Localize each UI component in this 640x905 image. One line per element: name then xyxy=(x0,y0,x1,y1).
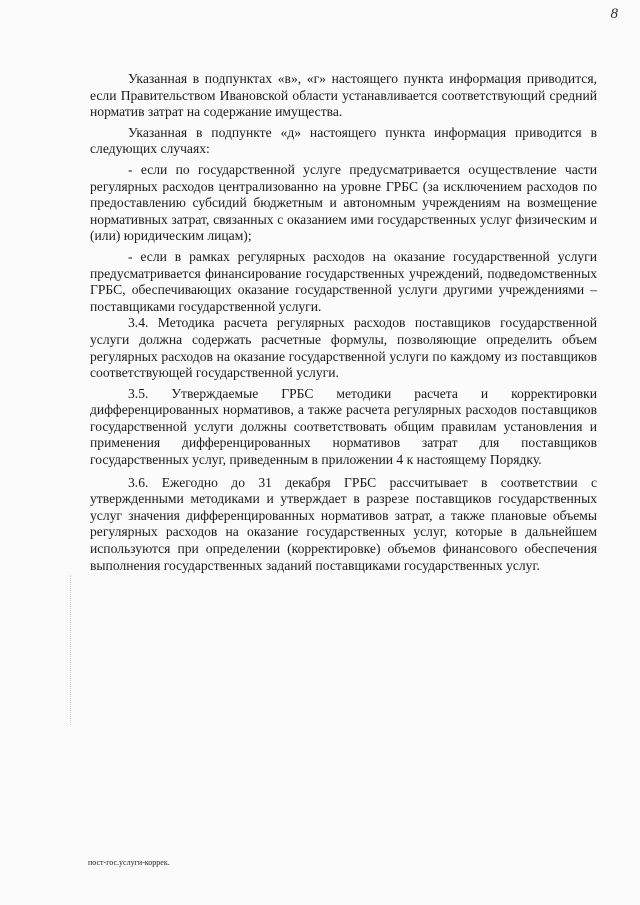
list-item-subordinate-institutions: - если в рамках регулярных расходов на оказание государственной услуги предусматривается финансирование государственных учреждений, подведомственных ГРБС, обеспечивающих оказание государственной услуги другими учреждениями – поставщиками государственной услуги. xyxy=(90,248,597,314)
list-item-centralized-expenses: - если по государственной услуге предусматривается осуществление части регулярных расходов централизованно на уровне ГРБС (за исключением расходов по предоставлению субсидий бюджетным и автономным учреждениям на возмещение нормативных затрат, связанных с оказанием ими государственных услуг физическим и (или) юридическим лицам); xyxy=(90,161,597,244)
clause-3-5: 3.5. Утверждаемые ГРБС методики расчета и корректировки дифференцированных нормативов, а также расчета регулярных расходов поставщиков государственной услуги должны соответствовать общим правилам установления и применения дифференцированных нормативов затрат для поставщиков государственных услуг, приведенным в приложении 4 к настоящему Порядку. xyxy=(90,385,597,468)
page-number: 8 xyxy=(610,6,618,22)
clause-3-6: 3.6. Ежегодно до 31 декабря ГРБС рассчитывает в соответствии с утвержденными методиками и утверждает в разрезе поставщиков государственных услуг значения дифференцированных нормативов затрат, а также плановые объемы регулярных расходов на оказание государственных услуг, которые в дальнейшем используются при определении (корректировке) объемов финансового обеспечения выполнения государственных заданий поставщиками государственных услуг. xyxy=(90,474,597,573)
scan-artifact-marks xyxy=(70,575,73,725)
paragraph-info-d: Указанная в подпункте «д» настоящего пункта информация приводится в следующих случаях: xyxy=(90,124,597,157)
footer-filename: пост-гос.услуги-коррек. xyxy=(88,858,170,867)
clause-3-4: 3.4. Методика расчета регулярных расходов поставщиков государственной услуги должна содержать расчетные формулы, позволяющие определить объем регулярных расходов на оказание государственной услуги по каждому из поставщиков соответствующей государственной услуги. xyxy=(90,315,597,381)
paragraph-info-v-g: Указанная в подпунктах «в», «г» настоящего пункта информация приводится, если Правительством Ивановской области устанавливается соответствующий средний норматив затрат на содержание имущества. xyxy=(90,71,597,120)
document-body xyxy=(90,71,597,574)
